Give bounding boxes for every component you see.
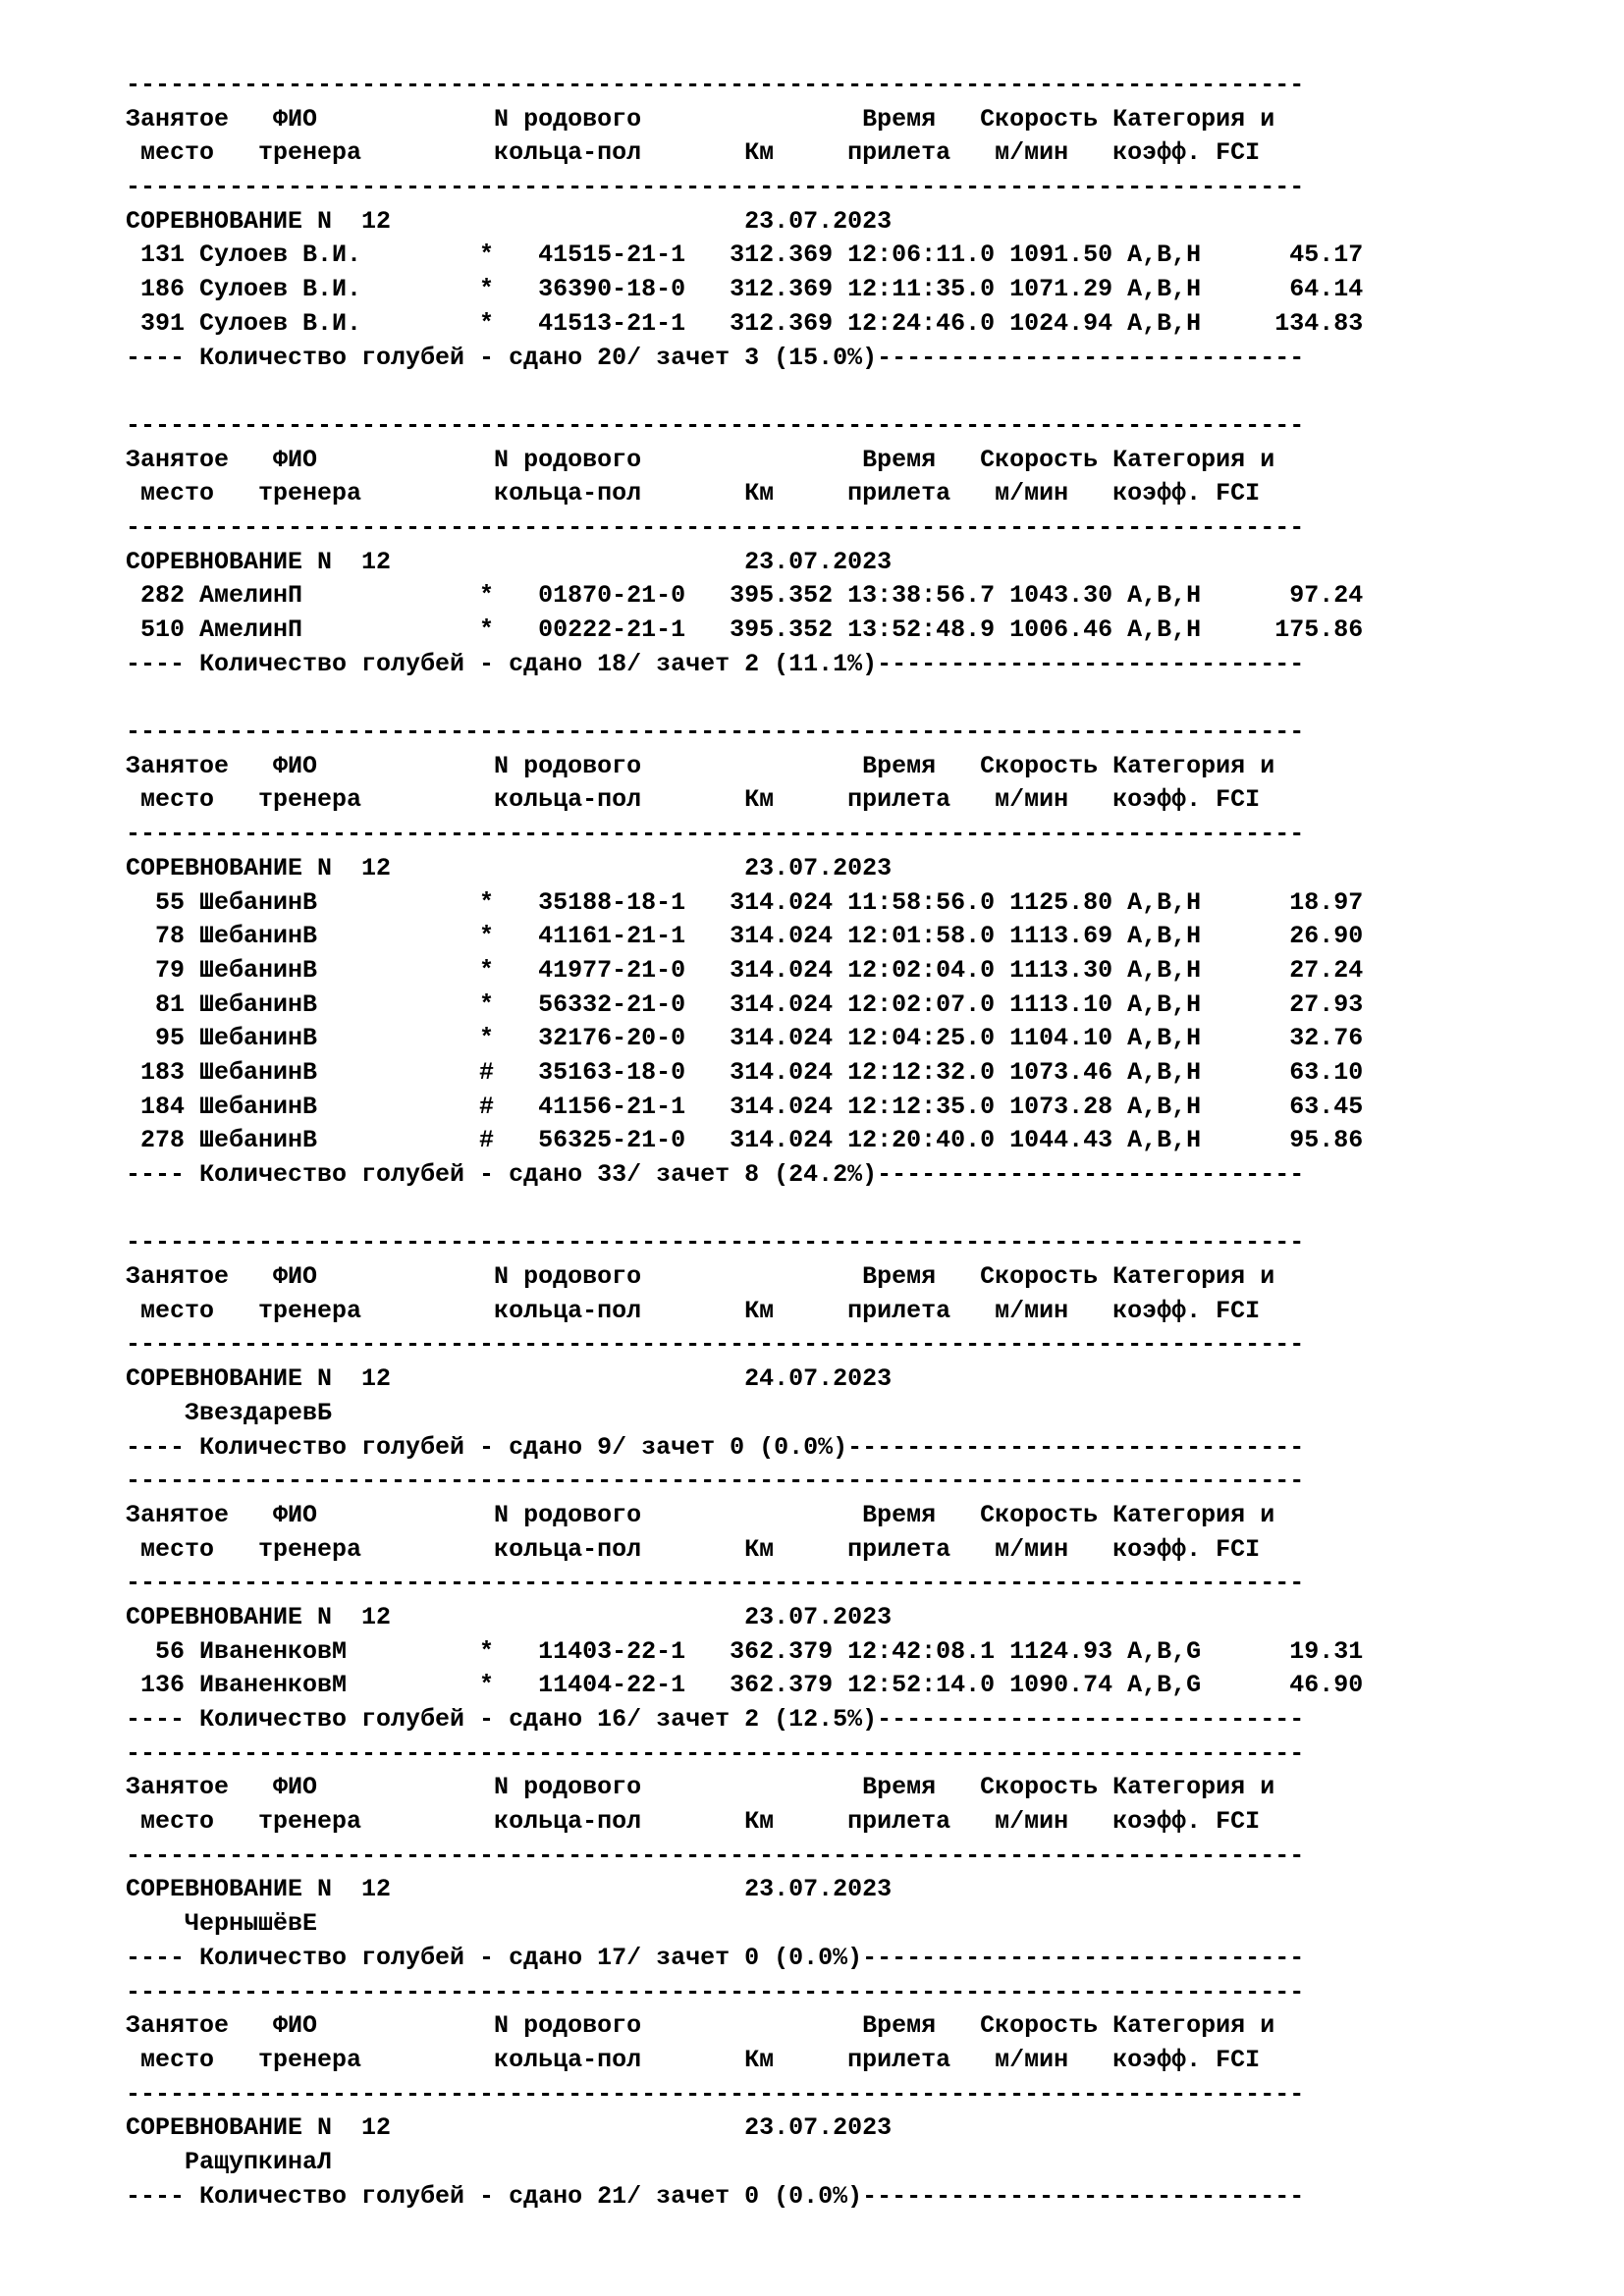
divider-line: -------------------------------------------------------------------------------- (126, 512, 1305, 542)
divider-line: -------------------------------------------------------------------------------- (126, 718, 1305, 747)
divider-line: -------------------------------------------------------------------------------- (126, 1841, 1305, 1870)
column-header-row-2: место тренера кольца-пол Км прилета м/мин коэфф. FCI (126, 138, 1261, 168)
competition-title: СОРЕВНОВАНИЕ N 12 23.07.2023 (126, 1602, 893, 1631)
column-header-row-2: место тренера кольца-пол Км прилета м/мин коэфф. FCI (126, 1296, 1261, 1325)
blank-line (126, 681, 1363, 716)
divider-line: -------------------------------------------------------------------------------- (126, 2079, 1305, 2109)
pigeon-count-summary: ---- Количество голубей - сдано 16/ зачет 2 (12.5%)----------------------------- (126, 1705, 1305, 1734)
result-row: 95 ШебанинВ * 32176-20-0 314.024 12:04:25.0 1104.10 A,B,H 32.76 (126, 1024, 1364, 1053)
result-row: 186 Сулоев В.И. * 36390-18-0 312.369 12:11:35.0 1071.29 A,B,H 64.14 (126, 275, 1364, 304)
result-row: 78 ШебанинВ * 41161-21-1 314.024 12:01:58.0 1113.69 A,B,H 26.90 (126, 922, 1364, 951)
result-row: 55 ШебанинВ * 35188-18-1 314.024 11:58:56.0 1125.80 A,B,H 18.97 (126, 887, 1364, 917)
result-row: 282 АмелинП * 01870-21-0 395.352 13:38:56.7 1043.30 A,B,H 97.24 (126, 581, 1364, 611)
result-row: 79 ШебанинВ * 41977-21-0 314.024 12:02:04.0 1113.30 A,B,H 27.24 (126, 955, 1364, 985)
result-row: 278 ШебанинВ # 56325-21-0 314.024 12:20:40.0 1044.43 A,B,H 95.86 (126, 1126, 1364, 1155)
result-row: 510 АмелинП * 00222-21-1 395.352 13:52:48.9 1006.46 A,B,H 175.86 (126, 615, 1364, 644)
divider-line: -------------------------------------------------------------------------------- (126, 820, 1305, 849)
divider-line: -------------------------------------------------------------------------------- (126, 410, 1305, 440)
column-header-row-1: Занятое ФИО N родового Время Скорость Категория и (126, 1500, 1275, 1529)
column-header-row-2: место тренера кольца-пол Км прилета м/мин коэфф. FCI (126, 479, 1261, 508)
divider-line: -------------------------------------------------------------------------------- (126, 1738, 1305, 1768)
pigeon-count-summary: ---- Количество голубей - сдано 9/ зачет 0 (0.0%)------------------------------- (126, 1432, 1305, 1462)
pigeon-count-summary: ---- Количество голубей - сдано 20/ зачет 3 (15.0%)----------------------------- (126, 343, 1305, 372)
competition-title: СОРЕВНОВАНИЕ N 12 23.07.2023 (126, 206, 893, 236)
column-header-row-1: Занятое ФИО N родового Время Скорость Категория и (126, 1773, 1275, 1802)
column-header-row-1: Занятое ФИО N родового Время Скорость Категория и (126, 751, 1275, 780)
result-row: 136 ИваненковМ * 11404-22-1 362.379 12:52:14.0 1090.74 A,B,G 46.90 (126, 1671, 1364, 1700)
participant-name: ЗвездаревБ (126, 1398, 333, 1427)
competition-title: СОРЕВНОВАНИЕ N 12 23.07.2023 (126, 547, 893, 576)
result-row: 391 Сулоев В.И. * 41513-21-1 312.369 12:24:46.0 1024.94 A,B,H 134.83 (126, 308, 1364, 338)
result-row: 184 ШебанинВ # 41156-21-1 314.024 12:12:35.0 1073.28 A,B,H 63.45 (126, 1092, 1364, 1121)
competition-title: СОРЕВНОВАНИЕ N 12 23.07.2023 (126, 853, 893, 882)
divider-line: -------------------------------------------------------------------------------- (126, 71, 1305, 99)
result-row: 131 Сулоев В.И. * 41515-21-1 312.369 12:06:11.0 1091.50 A,B,H 45.17 (126, 240, 1364, 270)
participant-name: ЧернышёвЕ (126, 1909, 318, 1939)
pigeon-count-summary: ---- Количество голубей - сдано 18/ зачет 2 (11.1%)----------------------------- (126, 649, 1305, 678)
result-row: 56 ИваненковМ * 11403-22-1 362.379 12:42:08.1 1124.93 A,B,G 19.31 (126, 1636, 1364, 1666)
pigeon-count-summary: ---- Количество голубей - сдано 17/ зачет 0 (0.0%)------------------------------ (126, 1943, 1305, 1972)
results-report (126, 69, 1363, 2214)
divider-line: -------------------------------------------------------------------------------- (126, 1467, 1305, 1496)
column-header-row-1: Занятое ФИО N родового Время Скорость Категория и (126, 2011, 1275, 2041)
pigeon-count-summary: ---- Количество голубей - сдано 21/ зачет 0 (0.0%)------------------------------ (126, 2181, 1305, 2211)
column-header-row-1: Занятое ФИО N родового Время Скорость Категория и (126, 1262, 1275, 1292)
competition-title: СОРЕВНОВАНИЕ N 12 23.07.2023 (126, 2113, 893, 2143)
blank-line (126, 375, 1363, 409)
result-row: 183 ШебанинВ # 35163-18-0 314.024 12:12:32.0 1073.46 A,B,H 63.10 (126, 1057, 1364, 1087)
column-header-row-2: место тренера кольца-пол Км прилета м/мин коэфф. FCI (126, 2045, 1261, 2074)
divider-line: -------------------------------------------------------------------------------- (126, 1330, 1305, 1360)
participant-name: РащупкинаЛ (126, 2147, 333, 2176)
divider-line: -------------------------------------------------------------------------------- (126, 1228, 1305, 1257)
column-header-row-2: место тренера кольца-пол Км прилета м/мин коэфф. FCI (126, 1534, 1261, 1564)
divider-line: -------------------------------------------------------------------------------- (126, 1977, 1305, 2006)
pigeon-count-summary: ---- Количество голубей - сдано 33/ зачет 8 (24.2%)----------------------------- (126, 1160, 1305, 1189)
column-header-row-2: место тренера кольца-пол Км прилета м/мин коэфф. FCI (126, 1807, 1261, 1837)
column-header-row-1: Занятое ФИО N родового Время Скорость Категория и (126, 104, 1275, 133)
column-header-row-2: место тренера кольца-пол Км прилета м/мин коэфф. FCI (126, 785, 1261, 815)
column-header-row-1: Занятое ФИО N родового Время Скорость Категория и (126, 445, 1275, 474)
divider-line: -------------------------------------------------------------------------------- (126, 173, 1305, 202)
result-row: 81 ШебанинВ * 56332-21-0 314.024 12:02:07.0 1113.10 A,B,H 27.93 (126, 989, 1364, 1019)
competition-title: СОРЕВНОВАНИЕ N 12 24.07.2023 (126, 1364, 893, 1394)
competition-title: СОРЕВНОВАНИЕ N 12 23.07.2023 (126, 1875, 893, 1904)
divider-line: -------------------------------------------------------------------------------- (126, 1569, 1305, 1598)
blank-line (126, 1193, 1363, 1227)
